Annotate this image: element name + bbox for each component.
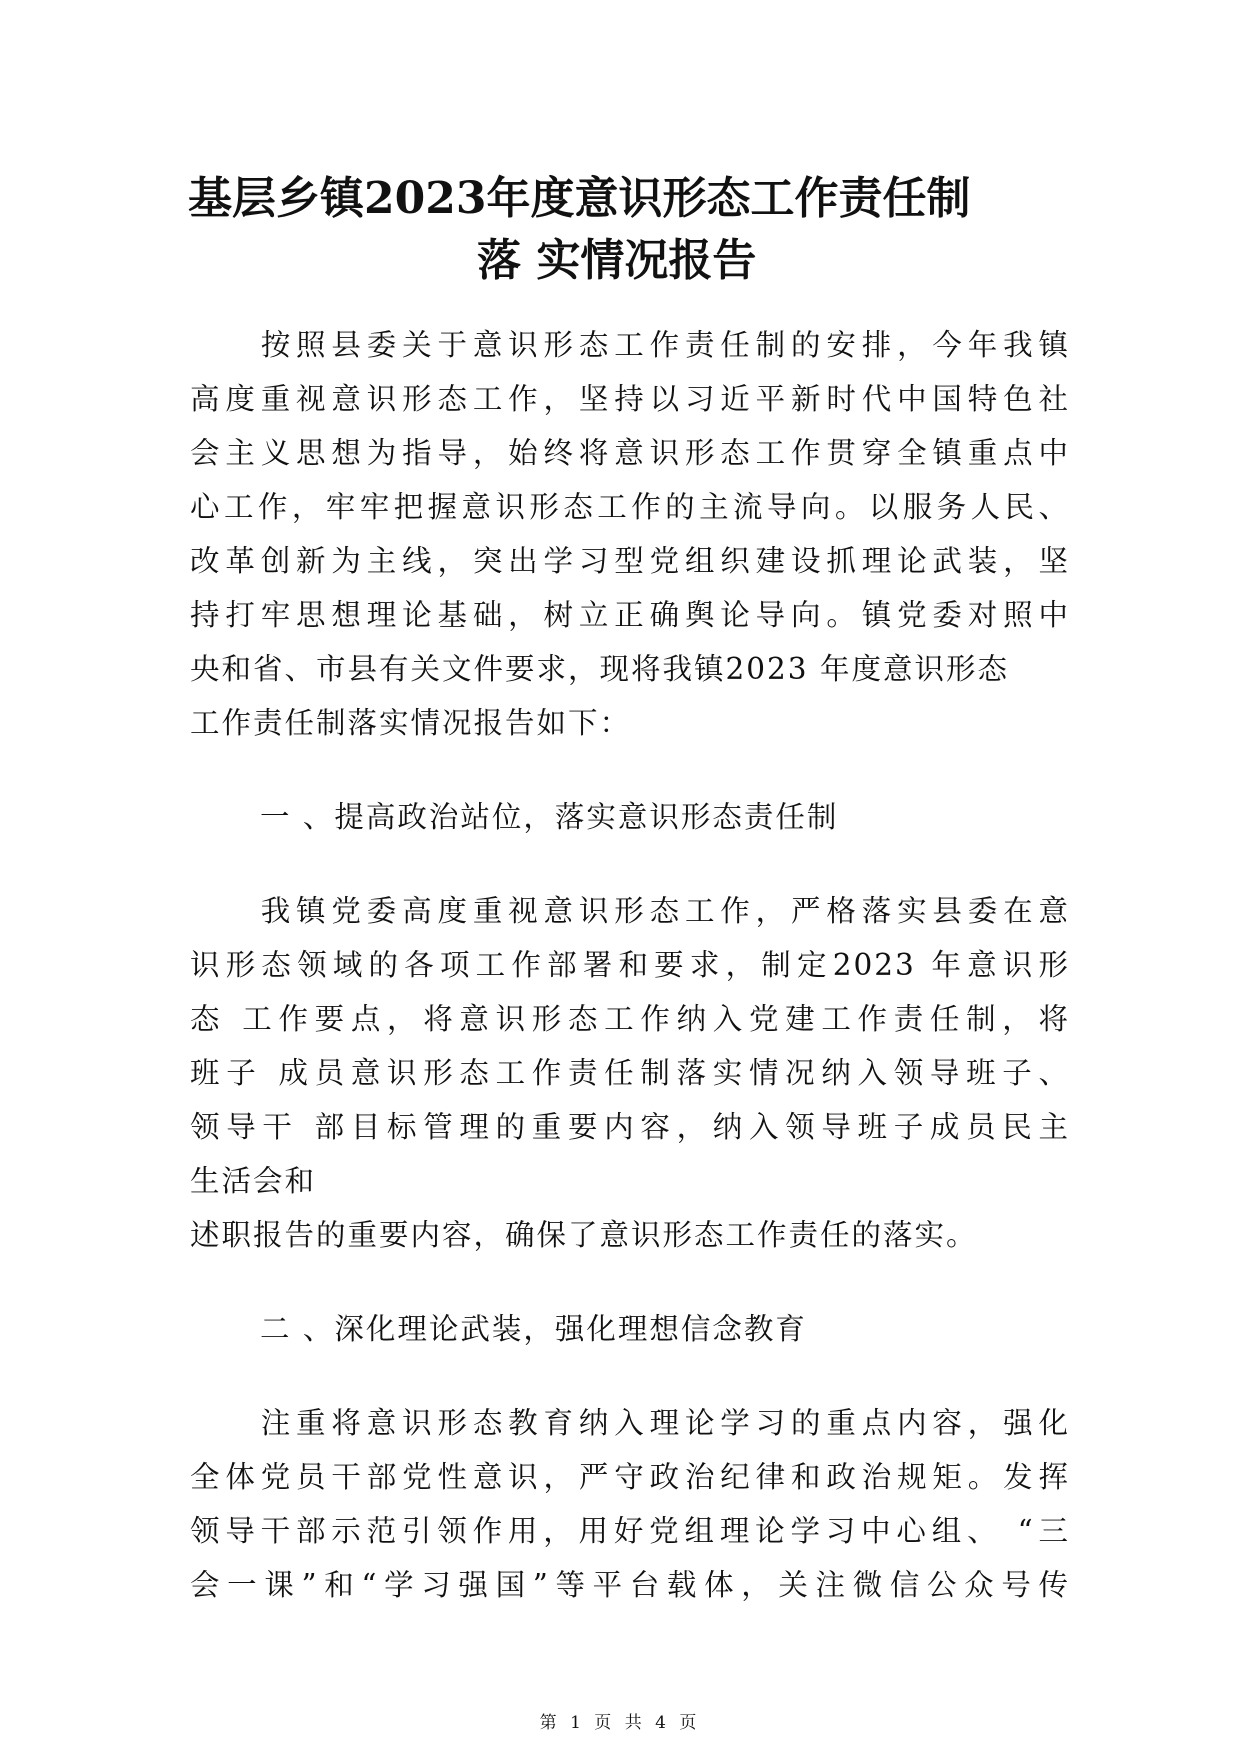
text-line: 识形态领域的各项工作部署和要求，制定2023 年意识形 xyxy=(190,948,1070,982)
text-line: 按照县委关于意识形态工作责任制的安排，今年我镇 xyxy=(190,328,1070,362)
title-line-1: 基层乡镇2023年度意识形态工作责任制 xyxy=(188,173,971,224)
text-line: 注重将意识形态教育纳入理论学习的重点内容，强化 xyxy=(190,1406,1070,1440)
section-heading-2: 二 、深化理论武装，强化理想信念教育 xyxy=(260,1312,807,1346)
text-line: 心工作，牢牢把握意识形态工作的主流导向。以服务人民、 xyxy=(190,490,1070,524)
text-line: 我镇党委高度重视意识形态工作，严格落实县委在意 xyxy=(190,894,1070,928)
text-line: 班子 成员意识形态工作责任制落实情况纳入领导班子、 xyxy=(190,1056,1070,1090)
paragraph-intro xyxy=(190,318,1070,750)
text-line: 央和省、市县有关文件要求，现将我镇2023 年度意识形态 xyxy=(190,652,1009,686)
title-line-2: 落 实情况报告 xyxy=(477,235,757,286)
text-line: 领导干部示范引领作用，用好党组理论学习中心组、 “三 xyxy=(190,1514,1070,1548)
paragraph-section-2 xyxy=(190,1396,1070,1612)
paragraph-section-1 xyxy=(190,884,1070,1262)
text-line: 述职报告的重要内容，确保了意识形态工作责任的落实。 xyxy=(190,1218,978,1252)
document-body xyxy=(190,318,1070,1612)
text-line: 持打牢思想理论基础，树立正确舆论导向。镇党委对照中 xyxy=(190,598,1070,632)
text-line: 全体党员干部党性意识，严守政治纪律和政治规矩。发挥 xyxy=(190,1460,1070,1494)
text-line: 生活会和 xyxy=(190,1164,317,1198)
text-line: 领导干 部目标管理的重要内容，纳入领导班子成员民主 xyxy=(190,1110,1070,1144)
page-number: 第 1 页 共 4 页 xyxy=(539,1713,701,1733)
text-line: 改革创新为主线，突出学习型党组织建设抓理论武装，坚 xyxy=(190,544,1070,578)
text-line: 态 工作要点，将意识形态工作纳入党建工作责任制，将 xyxy=(190,1002,1070,1036)
section-heading-1: 一 、提高政治站位，落实意识形态责任制 xyxy=(260,800,839,834)
text-line: 会主义思想为指导，始终将意识形态工作贯穿全镇重点中 xyxy=(190,436,1070,470)
text-line: 会一课”和“学习强国”等平台载体，关注微信公众号传 xyxy=(190,1568,1070,1602)
text-line: 高度重视意识形态工作，坚持以习近平新时代中国特色社 xyxy=(190,382,1070,416)
text-line: 工作责任制落实情况报告如下： xyxy=(190,706,632,740)
